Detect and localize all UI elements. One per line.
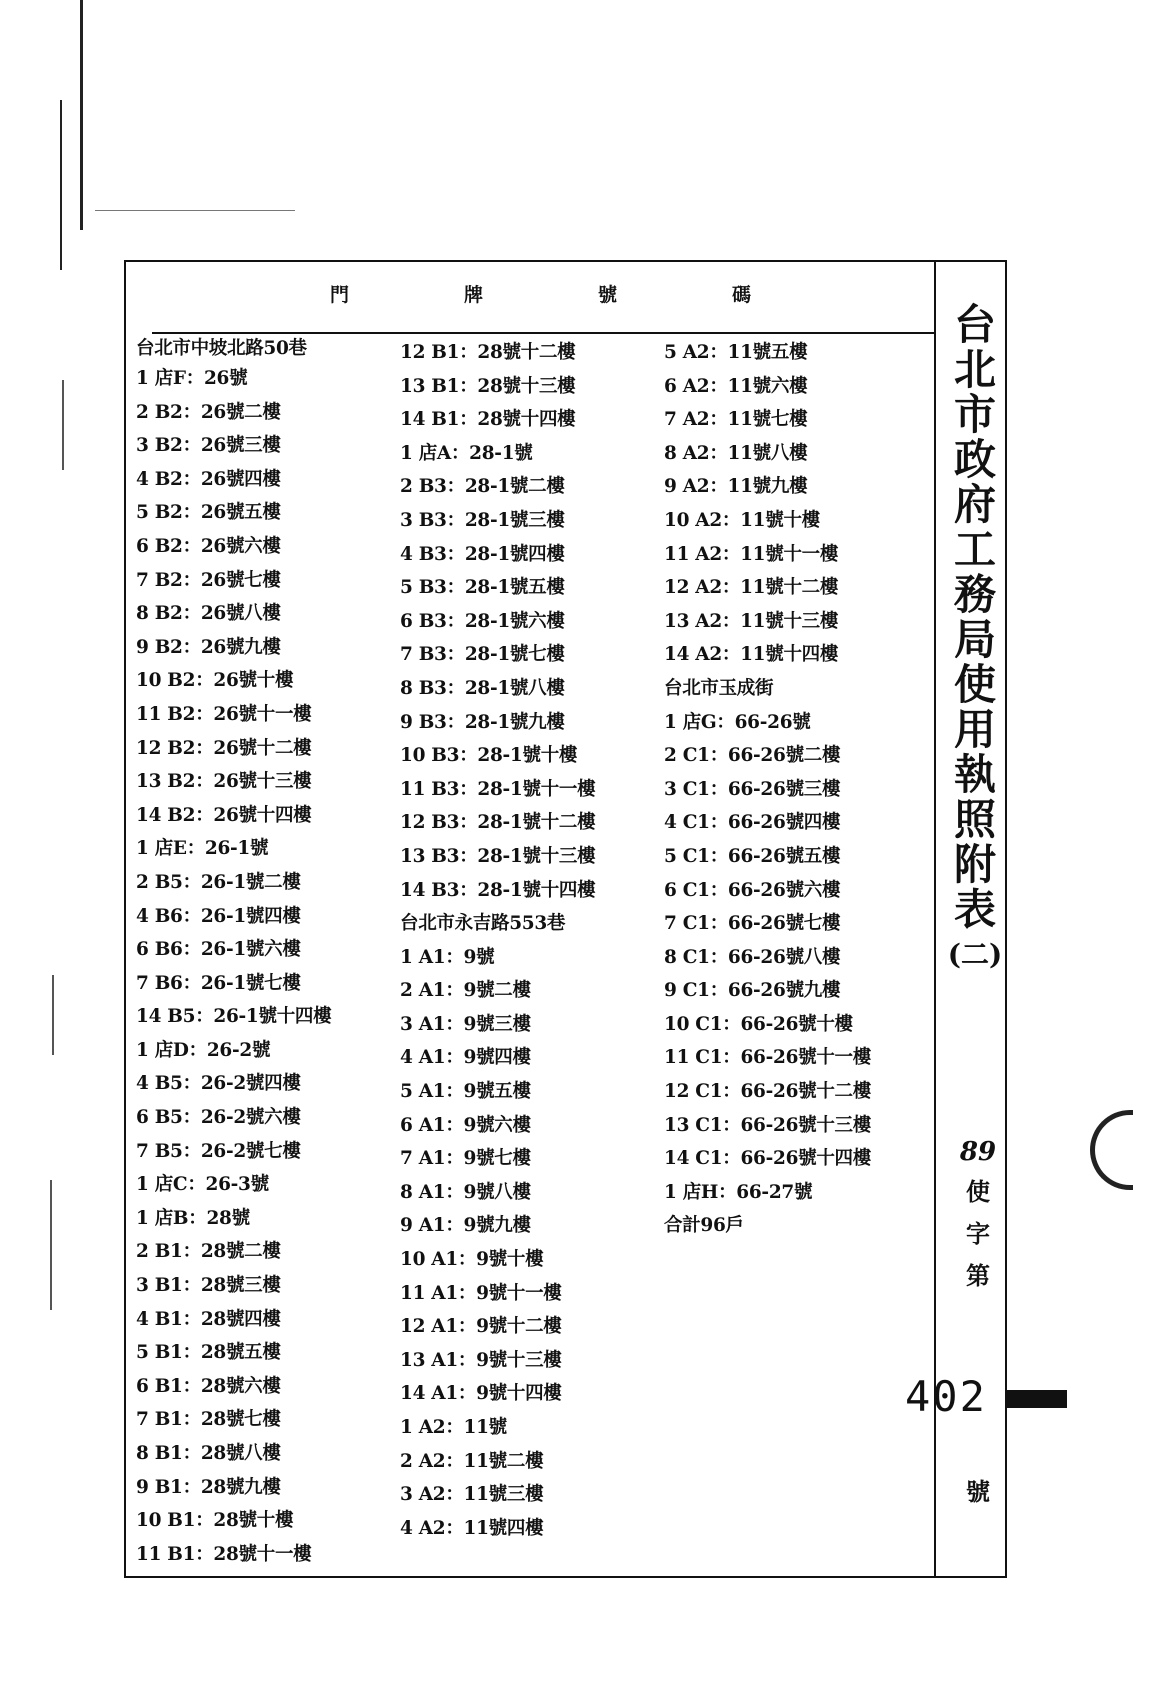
header-char: 碼 — [732, 284, 752, 306]
title-char: 府 — [953, 480, 996, 529]
title-char: 台 — [953, 300, 996, 349]
address-entry: 4 A2：11號四樓 — [400, 1517, 544, 1539]
address-entry: 6 B3：28-1號六樓 — [400, 610, 565, 632]
title-char: 務 — [953, 570, 996, 619]
address-entry: 8 B1：28號八樓 — [136, 1443, 281, 1464]
address-entry: 7 A1：9號七樓 — [400, 1148, 531, 1170]
address-entry: 4 B6：26-1號四樓 — [136, 905, 301, 927]
title-char: 市 — [953, 390, 996, 439]
title-char: 局 — [953, 615, 996, 664]
address-entry: 合計96戶 — [664, 1215, 744, 1237]
address-entry: 14 B5：26-1號十四樓 — [136, 1006, 332, 1028]
address-entry: 7 B5：26-2號七樓 — [136, 1140, 301, 1162]
address-entry: 8 B3：28-1號八樓 — [400, 677, 565, 699]
address-entry: 4 B3：28-1號四樓 — [400, 543, 565, 565]
address-entry: 6 A1：9號六樓 — [400, 1114, 531, 1136]
table-header — [152, 262, 936, 334]
address-entry: 2 B1：28號二樓 — [136, 1241, 281, 1263]
address-entry: 2 A2：11號二樓 — [400, 1450, 544, 1472]
title-char: 使 — [953, 660, 996, 709]
address-entry: 7 B3：28-1號七樓 — [400, 644, 565, 666]
address-entry: 14 A1：9號十四樓 — [400, 1383, 562, 1405]
address-column-1 — [136, 336, 331, 1571]
title-char: 政 — [953, 435, 996, 484]
address-entry: 1 店B：28號 — [136, 1207, 250, 1229]
address-entry: 11 B1：28號十一樓 — [136, 1543, 312, 1565]
address-column-3 — [664, 336, 871, 1243]
title-char: 北 — [953, 345, 996, 394]
address-entry: 6 B2：26號六樓 — [136, 535, 281, 557]
address-entry: 5 A1：9號五樓 — [400, 1081, 531, 1103]
address-entry: 2 B5：26-1號二樓 — [136, 871, 301, 893]
address-entry: 5 A2：11號五樓 — [664, 342, 808, 363]
permit-prefix: 89 — [959, 1137, 997, 1167]
stamp-fragment — [1090, 1110, 1133, 1190]
scan-edge-line — [60, 100, 62, 270]
permit-char: 字 — [966, 1219, 990, 1248]
address-entry: 3 B1：28號三樓 — [136, 1275, 281, 1297]
address-entry: 13 A2：11號十三樓 — [664, 610, 839, 632]
address-entry: 9 B3：28-1號九樓 — [400, 711, 565, 733]
title-char: (二) — [947, 938, 1003, 971]
address-entry: 5 B2：26號五樓 — [136, 502, 281, 524]
address-entry: 1 店C：26-3號 — [136, 1174, 269, 1196]
header-char: 牌 — [464, 284, 484, 306]
address-entry: 8 A1：9號八樓 — [400, 1181, 531, 1203]
scan-dash — [50, 1180, 52, 1310]
address-entry: 台北市中坡北路50巷 — [136, 338, 307, 359]
address-entry: 8 B2：26號八樓 — [136, 603, 281, 625]
permit-suffix: 號 — [966, 1477, 990, 1506]
address-entry: 3 B2：26號三樓 — [136, 435, 281, 457]
address-entry: 1 店E：26-1號 — [136, 838, 269, 860]
address-entry: 11 B2：26號十一樓 — [136, 703, 312, 725]
address-entry: 5 B1：28號五樓 — [136, 1342, 281, 1364]
address-entry: 9 B1：28號九樓 — [136, 1476, 281, 1498]
address-entry: 4 B1：28號四樓 — [136, 1308, 281, 1330]
permit-char: 使 — [966, 1177, 990, 1206]
title-char: 附 — [953, 840, 996, 889]
address-entry: 2 B2：26號二樓 — [136, 401, 281, 423]
address-entry: 3 C1：66-26號三樓 — [664, 778, 841, 800]
title-char: 執 — [953, 750, 996, 799]
address-entry: 6 B1：28號六樓 — [136, 1375, 281, 1397]
address-entry: 8 C1：66-26號八樓 — [664, 946, 841, 968]
address-entry: 11 C1：66-26號十一樓 — [664, 1047, 871, 1069]
header-char: 號 — [598, 284, 618, 306]
title-char: 表 — [953, 885, 996, 934]
address-entry: 3 A1：9號三樓 — [400, 1013, 531, 1035]
address-entry: 10 A2：11號十樓 — [664, 509, 820, 531]
address-entry: 3 A2：11號三樓 — [400, 1484, 544, 1506]
address-entry: 5 C1：66-26號五樓 — [664, 845, 841, 867]
address-entry: 1 店F：26號 — [136, 368, 248, 389]
address-entry: 1 A2：11號 — [400, 1417, 507, 1438]
address-entry: 1 店G：66-26號 — [664, 711, 811, 733]
title-char: 工 — [953, 525, 996, 574]
address-entry: 6 B6：26-1號六樓 — [136, 939, 301, 961]
permit-table — [124, 260, 1007, 1578]
address-entry: 12 C1：66-26號十二樓 — [664, 1081, 871, 1103]
address-entry: 10 C1：66-26號十樓 — [664, 1013, 853, 1035]
address-entry: 11 A1：9號十一樓 — [400, 1282, 562, 1304]
address-entry: 13 B1：28號十三樓 — [400, 375, 576, 397]
address-entry: 6 A2：11號六樓 — [664, 375, 808, 397]
address-entry: 12 B2：26號十二樓 — [136, 737, 312, 759]
address-entry: 14 B2：26號十四樓 — [136, 804, 312, 826]
scan-edge-line — [80, 0, 83, 230]
address-entry: 13 A1：9號十三樓 — [400, 1349, 562, 1371]
address-entry: 4 C1：66-26號四樓 — [664, 812, 841, 834]
scan-dash — [95, 210, 295, 211]
redaction-mark — [1005, 1390, 1067, 1408]
address-entry: 14 B1：28號十四樓 — [400, 409, 576, 431]
header-char: 門 — [330, 284, 350, 306]
title-char: 照 — [953, 795, 996, 844]
address-entry: 14 B3：28-1號十四樓 — [400, 879, 596, 901]
address-entry: 10 A1：9號十樓 — [400, 1249, 544, 1271]
address-entry: 10 B2：26號十樓 — [136, 670, 294, 692]
address-entry: 4 B2：26號四樓 — [136, 468, 281, 490]
address-entry: 10 B3：28-1號十樓 — [400, 745, 578, 767]
address-entry: 1 A1：9號 — [400, 946, 495, 968]
address-entry: 12 A1：9號十二樓 — [400, 1316, 562, 1338]
address-entry: 11 B3：28-1號十一樓 — [400, 778, 596, 800]
scan-dash — [62, 380, 64, 470]
address-entry: 12 B3：28-1號十二樓 — [400, 812, 596, 834]
address-entry: 9 A2：11號九樓 — [664, 476, 808, 498]
address-entry: 1 店D：26-2號 — [136, 1039, 271, 1061]
address-entry: 9 B2：26號九樓 — [136, 636, 281, 658]
address-entry: 2 B3：28-1號二樓 — [400, 476, 565, 498]
address-entry: 11 A2：11號十一樓 — [664, 543, 839, 565]
address-entry: 6 C1：66-26號六樓 — [664, 879, 841, 901]
address-entry: 12 A2：11號十二樓 — [664, 577, 839, 599]
permit-number: 402 — [905, 1372, 987, 1421]
address-column-2 — [400, 336, 595, 1545]
address-entry: 10 B1：28號十樓 — [136, 1510, 294, 1532]
address-entry: 7 C1：66-26號七樓 — [664, 913, 841, 935]
title-char: 用 — [953, 705, 996, 754]
address-entry: 9 C1：66-26號九樓 — [664, 980, 841, 1002]
address-entry: 8 A2：11號八樓 — [664, 442, 808, 464]
address-entry: 13 B2：26號十三樓 — [136, 771, 312, 793]
address-entry: 13 C1：66-26號十三樓 — [664, 1114, 871, 1136]
address-entry: 7 B1：28號七樓 — [136, 1409, 281, 1431]
address-entry: 4 A1：9號四樓 — [400, 1047, 531, 1069]
address-columns — [136, 336, 926, 1576]
address-entry: 1 店H：66-27號 — [664, 1181, 813, 1203]
permit-char: 第 — [966, 1261, 990, 1290]
address-entry: 14 A2：11號十四樓 — [664, 644, 839, 666]
address-entry: 14 C1：66-26號十四樓 — [664, 1148, 871, 1170]
address-entry: 9 A1：9號九樓 — [400, 1215, 531, 1237]
address-entry: 5 B3：28-1號五樓 — [400, 577, 565, 599]
address-entry: 台北市永吉路553巷 — [400, 913, 566, 935]
address-entry: 2 C1：66-26號二樓 — [664, 745, 841, 767]
address-entry: 7 A2：11號七樓 — [664, 409, 808, 431]
address-entry: 7 B2：26號七樓 — [136, 569, 281, 591]
address-entry: 1 店A：28-1號 — [400, 442, 533, 464]
address-entry: 2 A1：9號二樓 — [400, 980, 531, 1002]
address-entry: 7 B6：26-1號七樓 — [136, 972, 301, 994]
address-entry: 4 B5：26-2號四樓 — [136, 1073, 301, 1095]
scan-dash — [52, 975, 54, 1055]
address-entry: 台北市玉成街 — [664, 677, 774, 699]
address-entry: 3 B3：28-1號三樓 — [400, 509, 565, 531]
address-entry: 12 B1：28號十二樓 — [400, 342, 576, 363]
address-entry: 13 B3：28-1號十三樓 — [400, 845, 596, 867]
document-title — [944, 302, 1006, 977]
address-entry: 6 B5：26-2號六樓 — [136, 1107, 301, 1129]
